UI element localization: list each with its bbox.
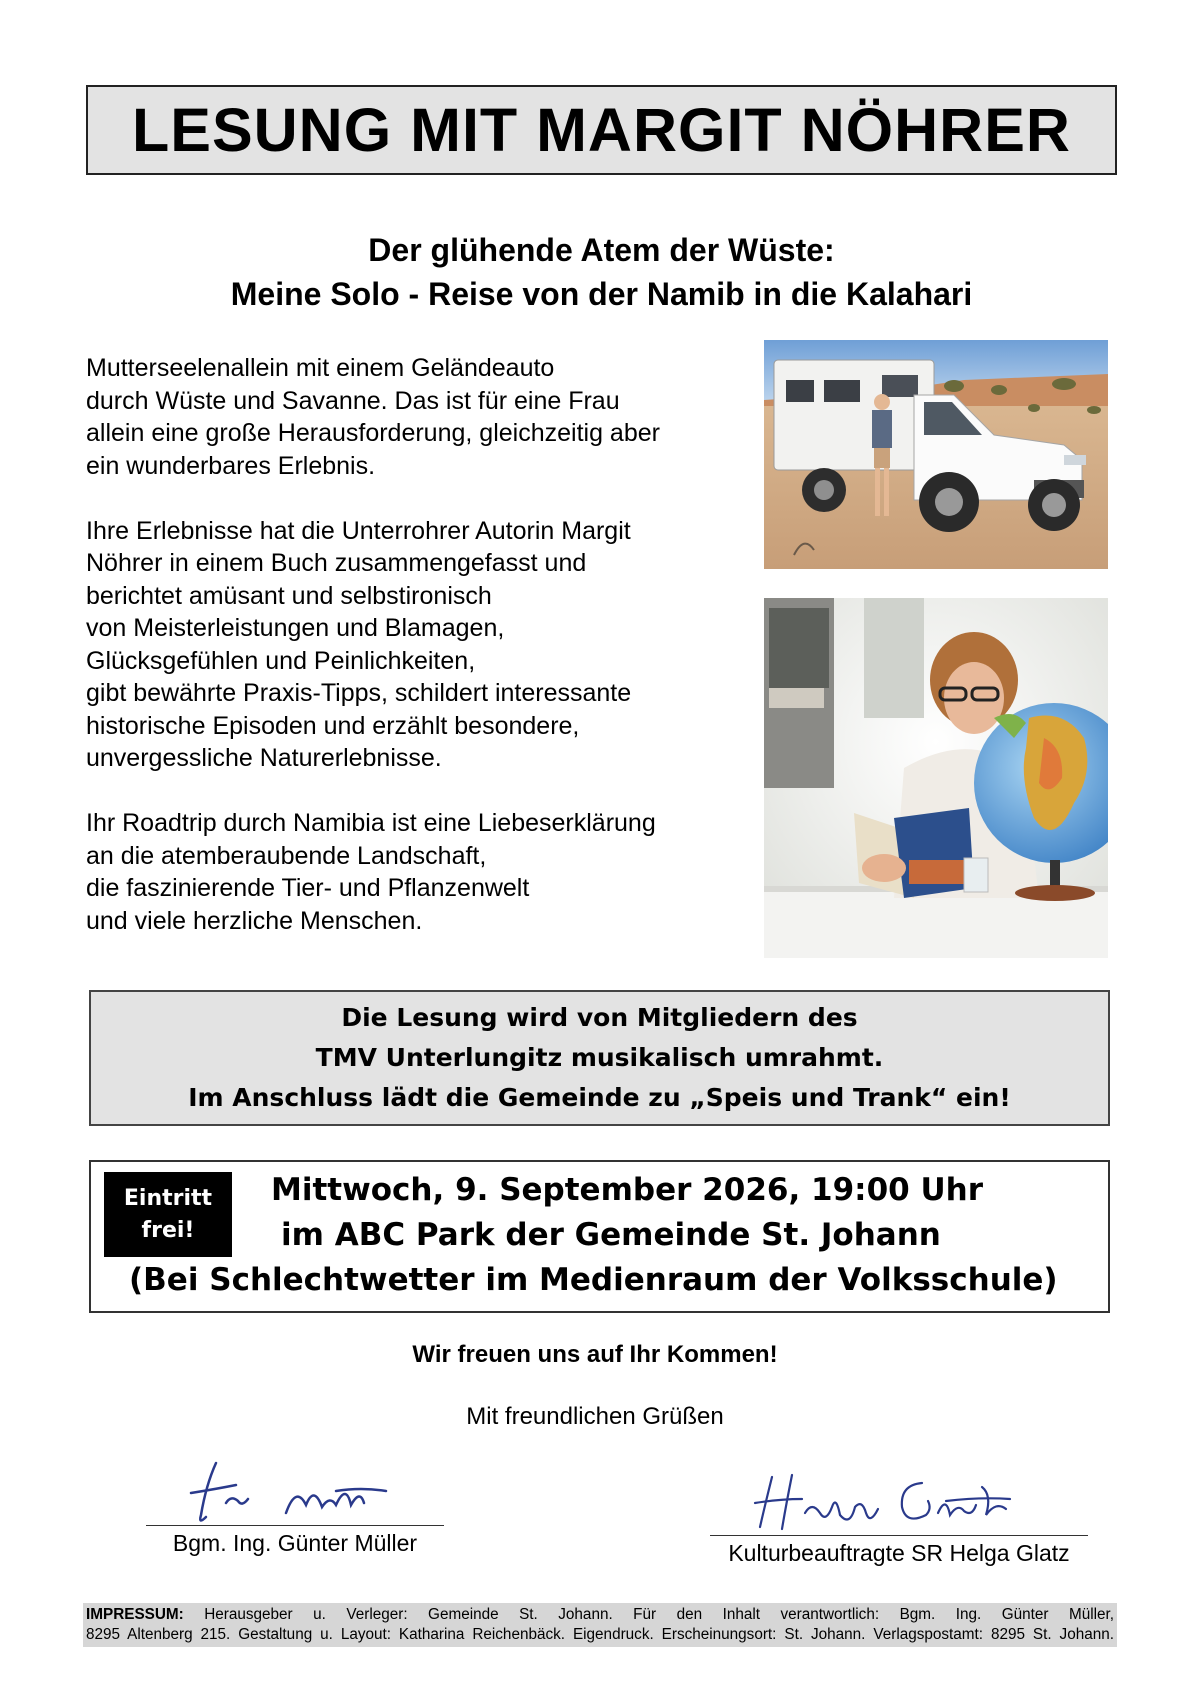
event-weather-note: (Bei Schlechtwetter im Medienraum der Volksschule) [129, 1262, 1058, 1298]
page-title: LESUNG MIT MARGIT NÖHRER [132, 96, 1071, 164]
title-banner [86, 85, 1117, 175]
subtitle-line-1: Der glühende Atem der Wüste: [368, 232, 835, 268]
paragraph-roadtrip: Ihr Roadtrip durch Namibia ist eine Liebeserklärung an die atemberaubende Landschaft, die faszinierende Tier- und Pflanzenwelt und viele herzliche Menschen. [86, 809, 656, 935]
signature-line-right [710, 1535, 1088, 1536]
music-line-1: Die Lesung wird von Mitgliedern des [341, 1003, 858, 1032]
paragraph-book: Ihre Erlebnisse hat die Unterrohrer Autorin Margit Nöhrer in einem Buch zusammengefasst und berichtet amüsant und selbstironisch von Meisterleistungen und Blamagen, Glücksgefühlen und Peinlichkeiten, gibt bewährte Praxis-Tipps, schildert interessante historische Episoden und erzählt besondere, unvergessliche Naturerlebnisse. [86, 516, 632, 772]
impressum [83, 1603, 1117, 1647]
signature-block-mayor [146, 1455, 444, 1557]
music-line-2: TMV Unterlungitz musikalisch umrahmt. [315, 1043, 884, 1072]
subtitle-line-2: Meine Solo - Reise von der Namib in die Kalahari [230, 276, 973, 312]
paragraph-intro: Mutterseelenallein mit einem Geländeauto durch Wüste und Savanne. Das ist für eine Frau allein eine große Herausforderung, gleichzeitig aber ein wunderbares Erlebnis. [86, 354, 660, 480]
signatory-name-right: Kulturbeauftragte SR Helga Glatz [728, 1540, 1070, 1566]
music-line-3: Im Anschluss lädt die Gemeinde zu „Speis und Trank“ ein! [188, 1083, 1011, 1112]
free-entry-badge [104, 1172, 232, 1257]
event-date: Mittwoch, 9. September 2026, 19:00 Uhr [271, 1172, 984, 1208]
signature-mayor-handwriting [146, 1455, 444, 1525]
badge-line-1: Eintritt [123, 1185, 213, 1211]
impressum-row-1 [86, 1605, 1114, 1625]
event-location: im ABC Park der Gemeinde St. Johann [281, 1217, 941, 1253]
signature-culture-handwriting [710, 1465, 1088, 1535]
music-notice [89, 990, 1110, 1126]
impressum-label: IMPRESSUM: [86, 1606, 184, 1623]
greeting-text: Mit freundlichen Grüßen [466, 1403, 724, 1430]
signature-line-left [146, 1525, 444, 1526]
event-details [89, 1160, 1110, 1313]
description [86, 352, 746, 970]
signatory-name-left: Bgm. Ing. Günter Müller [172, 1530, 418, 1556]
photo-pickup-camper [764, 340, 1108, 569]
impressum-line-2: 8295 Altenberg 215. Gestaltung u. Layout: Katharina Reichenbäck. Eigendruck. Erscheinungsort: St. Johann. Verlagspostamt: 8295 St. Johann. [86, 1626, 1114, 1643]
badge-line-2: frei! [141, 1217, 195, 1243]
welcome-text: Wir freuen uns auf Ihr Kommen! [412, 1341, 778, 1368]
impressum-line-1: Herausgeber u. Verleger: Gemeinde St. Johann. Für den Inhalt verantwortlich: Bgm. Ing. Günter Müller, [204, 1606, 1115, 1623]
subtitle [86, 228, 1117, 316]
signature-block-culture [710, 1465, 1088, 1567]
photo-reading-with-globe [764, 598, 1108, 958]
